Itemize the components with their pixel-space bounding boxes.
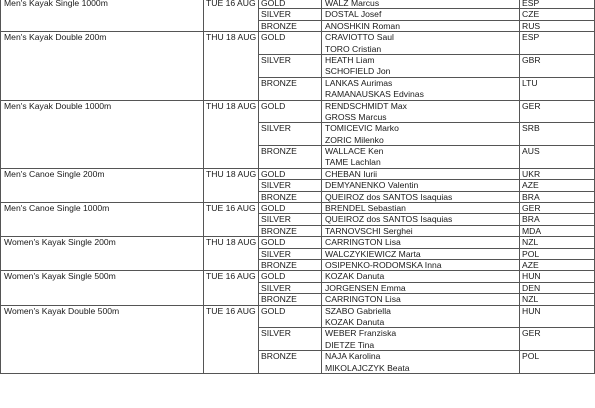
- event-date: TUE 16 AUG: [206, 271, 256, 282]
- medal-label: SILVER: [261, 214, 291, 225]
- column-divider: [321, 169, 322, 203]
- nation-code: CZE: [522, 9, 540, 20]
- athlete-name: DOSTAL Josef: [325, 9, 382, 20]
- column-divider: [203, 237, 204, 271]
- nation-code: GER: [522, 100, 541, 111]
- event-block: [0, 101, 595, 169]
- column-divider: [519, 169, 520, 203]
- event-divider: [0, 373, 595, 374]
- column-divider: [203, 306, 204, 374]
- column-divider: [258, 169, 259, 203]
- column-divider: [258, 32, 259, 100]
- column-divider: [321, 271, 322, 305]
- column-divider: [519, 203, 520, 237]
- athlete-name: ZORIC Milenko: [325, 134, 384, 145]
- nation-code: AUS: [522, 146, 540, 157]
- event-name: Men's Canoe Single 1000m: [4, 203, 110, 214]
- event-name: Women's Kayak Single 500m: [4, 271, 116, 282]
- column-divider: [203, 169, 204, 203]
- event-name: Women's Kayak Single 200m: [4, 237, 116, 248]
- column-divider: [0, 237, 1, 271]
- event-block: [0, 203, 595, 237]
- athlete-name: LANKAS Aurimas: [325, 77, 393, 88]
- athlete-name: HEATH Liam: [325, 54, 375, 65]
- column-divider: [519, 0, 520, 32]
- medal-label: GOLD: [261, 271, 286, 282]
- table-row: [0, 66, 595, 77]
- event-name: Women's Kayak Double 500m: [4, 305, 120, 316]
- medal-label: GOLD: [261, 32, 286, 43]
- nation-code: POL: [522, 248, 540, 259]
- nation-code: BRA: [522, 191, 540, 202]
- table-row: [0, 317, 595, 328]
- column-divider: [258, 203, 259, 237]
- medal-label: SILVER: [261, 180, 291, 191]
- event-date: THU 18 AUG: [206, 32, 257, 43]
- medal-label: BRONZE: [261, 225, 297, 236]
- column-divider: [519, 237, 520, 271]
- column-divider: [203, 101, 204, 169]
- nation-code: GER: [522, 203, 541, 214]
- athlete-name: NAJA Karolina: [325, 351, 381, 362]
- column-divider: [203, 0, 204, 32]
- athlete-name: SCHOFIELD Jon: [325, 66, 391, 77]
- column-divider: [258, 0, 259, 32]
- column-divider: [0, 271, 1, 305]
- medal-label: SILVER: [261, 54, 291, 65]
- athlete-name: CARRINGTON Lisa: [325, 237, 401, 248]
- column-divider: [0, 0, 1, 32]
- table-row: [0, 9, 595, 20]
- event-name: Men's Kayak Single 1000m: [4, 0, 108, 8]
- athlete-name: TARNOVSCHI Serghei: [325, 225, 413, 236]
- athlete-name: KOZAK Danuta: [325, 316, 385, 327]
- table-row: [0, 203, 595, 214]
- column-divider: [203, 203, 204, 237]
- column-divider: [321, 0, 322, 32]
- athlete-name: BRENDEL Sebastian: [325, 203, 406, 214]
- athlete-name: QUEIROZ dos SANTOS Isaquias: [325, 191, 453, 202]
- column-divider: [203, 32, 204, 100]
- athlete-name: RAMANAUSKAS Edvinas: [325, 89, 424, 100]
- nation-code: MDA: [522, 225, 542, 236]
- column-divider: [519, 271, 520, 305]
- medal-label: SILVER: [261, 123, 291, 134]
- medal-label: SILVER: [261, 282, 291, 293]
- athlete-name: CARRINGTON Lisa: [325, 294, 401, 305]
- nation-code: GBR: [522, 54, 541, 65]
- column-divider: [0, 169, 1, 203]
- athlete-name: WEBER Franziska: [325, 328, 397, 339]
- event-date: TUE 16 AUG: [206, 203, 256, 214]
- column-divider: [519, 32, 520, 100]
- event-block: [0, 32, 595, 100]
- athlete-name: DIETZE Tina: [325, 339, 375, 350]
- nation-code: ESP: [522, 0, 540, 8]
- column-divider: [321, 101, 322, 169]
- column-divider: [0, 32, 1, 100]
- medal-label: GOLD: [261, 237, 286, 248]
- athlete-name: RENDSCHMIDT Max: [325, 100, 407, 111]
- athlete-name: TORO Cristian: [325, 43, 382, 54]
- nation-code: BRA: [522, 214, 540, 225]
- nation-code: AZE: [522, 259, 539, 270]
- column-divider: [321, 306, 322, 374]
- athlete-name: TOMICEVIC Marko: [325, 123, 399, 134]
- table-row: [0, 306, 595, 317]
- athlete-name: DEMYANENKO Valentin: [325, 180, 419, 191]
- event-date: THU 18 AUG: [206, 168, 257, 179]
- event-name: Men's Kayak Double 200m: [4, 32, 107, 43]
- medal-label: GOLD: [261, 168, 286, 179]
- nation-code: GER: [522, 328, 541, 339]
- table-row: [0, 135, 595, 146]
- medal-label: BRONZE: [261, 351, 297, 362]
- medal-label: BRONZE: [261, 191, 297, 202]
- table-row: [0, 214, 595, 225]
- event-block: [0, 306, 595, 374]
- medal-label: GOLD: [261, 100, 286, 111]
- nation-code: NZL: [522, 237, 539, 248]
- athlete-name: OSIPENKO-RODOMSKA Inna: [325, 259, 442, 270]
- column-divider: [321, 32, 322, 100]
- medal-label: BRONZE: [261, 294, 297, 305]
- medal-label: SILVER: [261, 9, 291, 20]
- table-row: [0, 44, 595, 55]
- column-divider: [258, 101, 259, 169]
- column-divider: [203, 271, 204, 305]
- medal-label: BRONZE: [261, 259, 297, 270]
- athlete-name: TAME Lachlan: [325, 157, 381, 168]
- athlete-name: SZABO Gabriella: [325, 305, 391, 316]
- column-divider: [321, 237, 322, 271]
- table-row: [0, 351, 595, 362]
- column-divider: [0, 203, 1, 237]
- table-row: [0, 271, 595, 282]
- event-name: Men's Kayak Double 1000m: [4, 100, 112, 111]
- medal-label: GOLD: [261, 203, 286, 214]
- column-divider: [258, 271, 259, 305]
- medal-label: GOLD: [261, 0, 286, 8]
- nation-code: HUN: [522, 305, 541, 316]
- table-row: [0, 180, 595, 191]
- medal-label: BRONZE: [261, 146, 297, 157]
- table-row: [0, 112, 595, 123]
- athlete-name: JORGENSEN Emma: [325, 282, 406, 293]
- table-row: [0, 328, 595, 339]
- column-divider: [519, 101, 520, 169]
- table-row: [0, 101, 595, 112]
- event-block: [0, 0, 595, 32]
- medal-label: GOLD: [261, 305, 286, 316]
- table-row: [0, 0, 595, 9]
- event-date: TUE 16 AUG: [206, 305, 256, 316]
- nation-code: RUS: [522, 20, 541, 31]
- column-divider: [258, 237, 259, 271]
- athlete-name: QUEIROZ dos SANTOS Isaquias: [325, 214, 453, 225]
- athlete-name: CHEBAN Iurii: [325, 168, 378, 179]
- medal-label: BRONZE: [261, 20, 297, 31]
- medal-label: SILVER: [261, 248, 291, 259]
- table-row: [0, 78, 595, 89]
- athlete-name: CRAVIOTTO Saul: [325, 32, 394, 43]
- athlete-name: WALLACE Ken: [325, 146, 384, 157]
- nation-code: ESP: [522, 32, 540, 43]
- athlete-name: KOZAK Danuta: [325, 271, 385, 282]
- table-row: [0, 283, 595, 294]
- table-row: [0, 249, 595, 260]
- column-divider: [321, 203, 322, 237]
- nation-code: DEN: [522, 282, 541, 293]
- table-row: [0, 55, 595, 66]
- athlete-name: ANOSHKIN Roman: [325, 20, 400, 31]
- event-date: TUE 16 AUG: [206, 0, 256, 8]
- table-row: [0, 146, 595, 157]
- medal-label: BRONZE: [261, 77, 297, 88]
- athlete-name: WALCZYKIEWICZ Marta: [325, 248, 421, 259]
- column-divider: [0, 101, 1, 169]
- table-row: [0, 340, 595, 351]
- nation-code: SRB: [522, 123, 540, 134]
- event-block: [0, 169, 595, 203]
- table-row: [0, 32, 595, 43]
- table-row: [0, 169, 595, 180]
- athlete-name: WALZ Marcus: [325, 0, 380, 8]
- nation-code: HUN: [522, 271, 541, 282]
- nation-code: UKR: [522, 168, 541, 179]
- athlete-name: GROSS Marcus: [325, 111, 387, 122]
- nation-code: LTU: [522, 77, 538, 88]
- column-divider: [0, 306, 1, 374]
- event-block: [0, 271, 595, 305]
- table-row: [0, 123, 595, 134]
- nation-code: NZL: [522, 294, 539, 305]
- medal-label: SILVER: [261, 328, 291, 339]
- nation-code: AZE: [522, 180, 539, 191]
- event-date: THU 18 AUG: [206, 100, 257, 111]
- event-date: THU 18 AUG: [206, 237, 257, 248]
- event-name: Men's Canoe Single 200m: [4, 168, 105, 179]
- table-row: [0, 237, 595, 248]
- nation-code: POL: [522, 351, 540, 362]
- column-divider: [519, 306, 520, 374]
- event-block: [0, 237, 595, 271]
- athlete-name: MIKOLAJCZYK Beata: [325, 362, 410, 373]
- column-divider: [258, 306, 259, 374]
